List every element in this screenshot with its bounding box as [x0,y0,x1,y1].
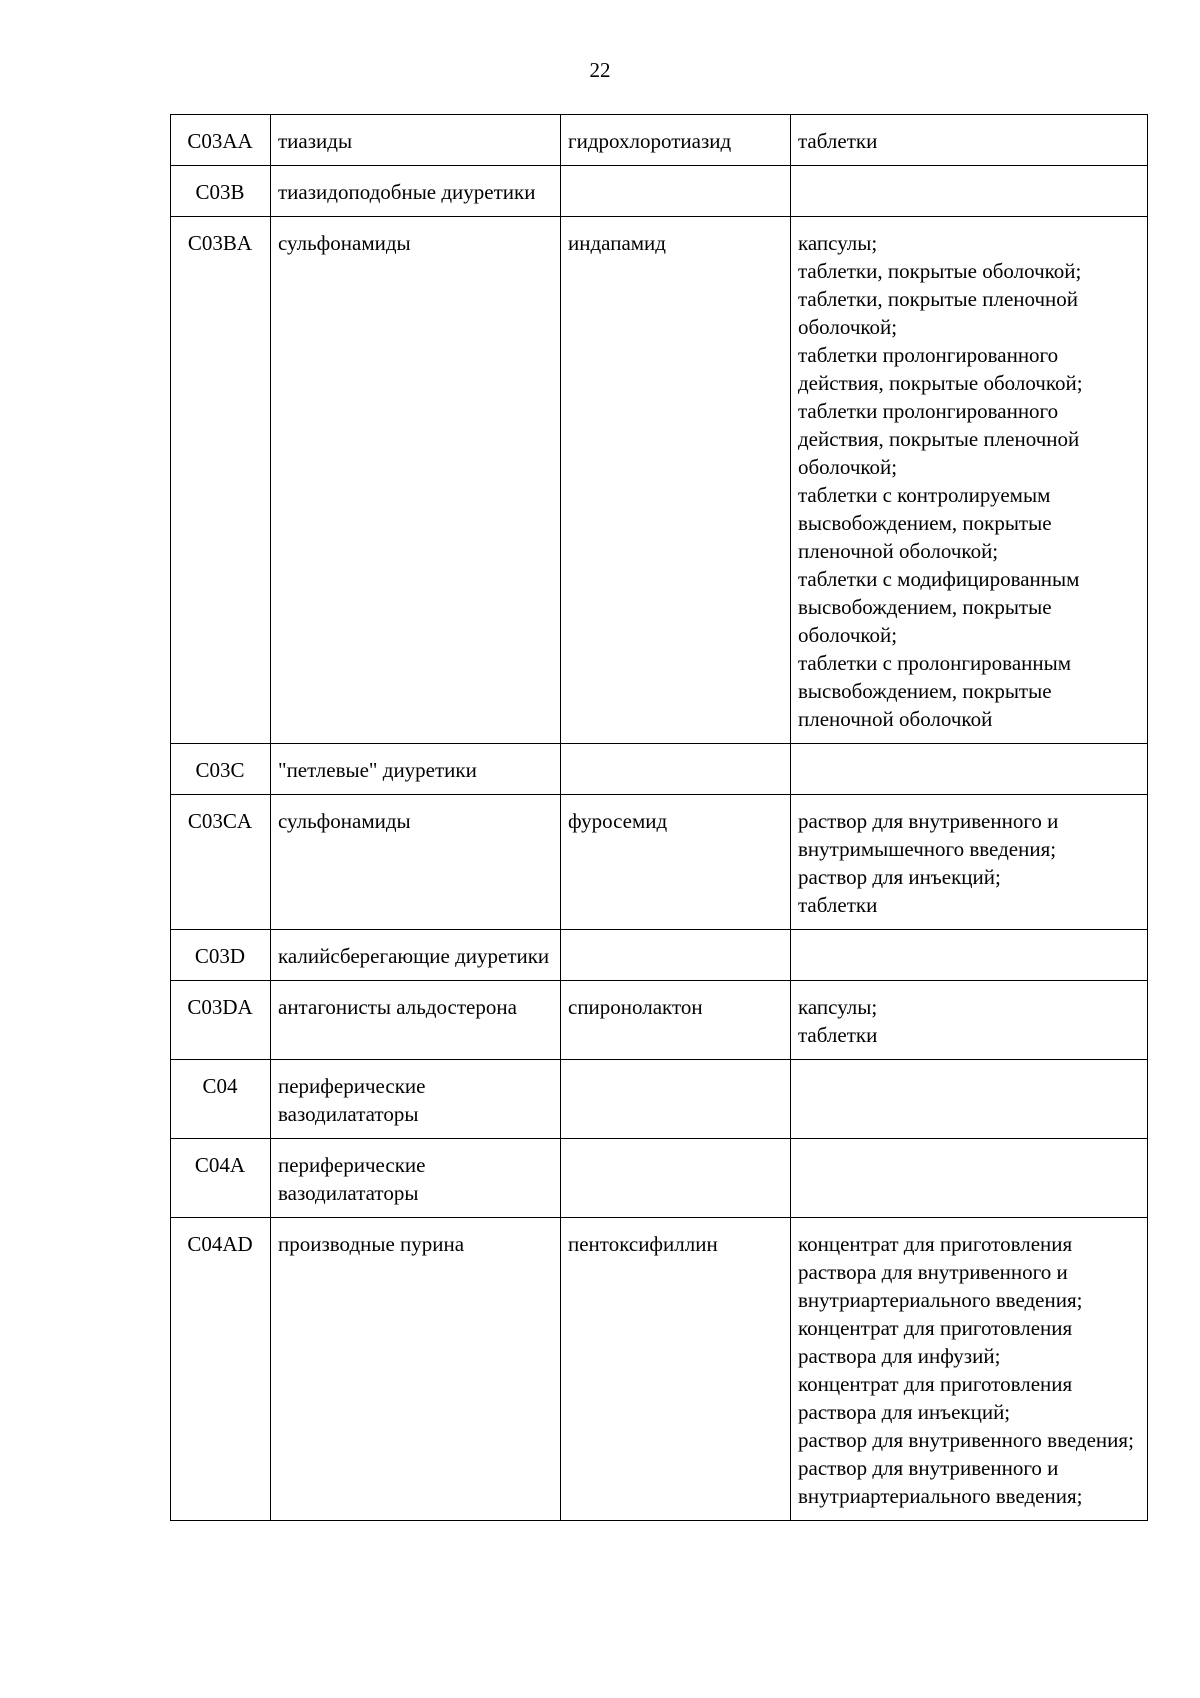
drug-name [561,1060,791,1139]
page-number: 22 [589,58,611,82]
pharmacological-group: "петлевые" диуретики [271,744,561,795]
pharmacological-group: тиазидоподобные диуретики [271,166,561,217]
dosage-forms: капсулы; таблетки [791,981,1148,1060]
atc-code: C04 [171,1060,271,1139]
dosage-forms: раствор для внутривенного и внутримышечного введения; раствор для инъекций; таблетки [791,795,1148,930]
table-row [171,217,1148,744]
drug-name [561,930,791,981]
atc-code: C03DA [171,981,271,1060]
table-row [171,1060,1148,1139]
atc-code: C03BA [171,217,271,744]
atc-code: C04A [171,1139,271,1218]
atc-code: C03CA [171,795,271,930]
drug-name [561,1139,791,1218]
table-row [171,115,1148,166]
atc-code: C04AD [171,1218,271,1521]
table-row [171,930,1148,981]
drug-name: гидрохлоротиазид [561,115,791,166]
pharmacological-group: калийсберегающие диуретики [271,930,561,981]
pharmacological-group: сульфонамиды [271,217,561,744]
dosage-forms: таблетки [791,115,1148,166]
dosage-forms: капсулы; таблетки, покрытые оболочкой; таблетки, покрытые пленочной оболочкой; таблетки пролонгированного действия, покрытые оболочкой; таблетки пролонгированного действия, покрытые пленочной оболочкой; таблетки с контролируемым высвобождением, покрытые пленочной оболочкой; таблетки с модифицированным высвобождением, покрытые оболочкой; таблетки с пролонгированным высвобождением, покрытые пленочной оболочкой [791,217,1148,744]
drug-name: фуросемид [561,795,791,930]
drug-name: спиронолактон [561,981,791,1060]
drug-name: индапамид [561,217,791,744]
dosage-forms [791,1139,1148,1218]
drug-table [170,114,1148,1521]
atc-code: C03C [171,744,271,795]
table-row [171,1139,1148,1218]
table-row [171,166,1148,217]
dosage-forms [791,1060,1148,1139]
drug-name [561,744,791,795]
pharmacological-group: антагонисты альдостерона [271,981,561,1060]
dosage-forms: концентрат для приготовления раствора для внутривенного и внутриартериального введения; концентрат для приготовления раствора для инфузий; концентрат для приготовления раствора для инъекций; раствор для внутривенного введения; раствор для внутривенного и внутриартериального введения; [791,1218,1148,1521]
table-row [171,795,1148,930]
dosage-forms [791,744,1148,795]
pharmacological-group: периферические вазодилататоры [271,1139,561,1218]
table-row [171,744,1148,795]
atc-code: C03D [171,930,271,981]
pharmacological-group: периферические вазодилататоры [271,1060,561,1139]
drug-name: пентоксифиллин [561,1218,791,1521]
atc-code: C03AA [171,115,271,166]
pharmacological-group: сульфонамиды [271,795,561,930]
atc-code: C03B [171,166,271,217]
pharmacological-group: тиазиды [271,115,561,166]
dosage-forms [791,930,1148,981]
drug-name [561,166,791,217]
pharmacological-group: производные пурина [271,1218,561,1521]
table-row [171,981,1148,1060]
table-row [171,1218,1148,1521]
dosage-forms [791,166,1148,217]
